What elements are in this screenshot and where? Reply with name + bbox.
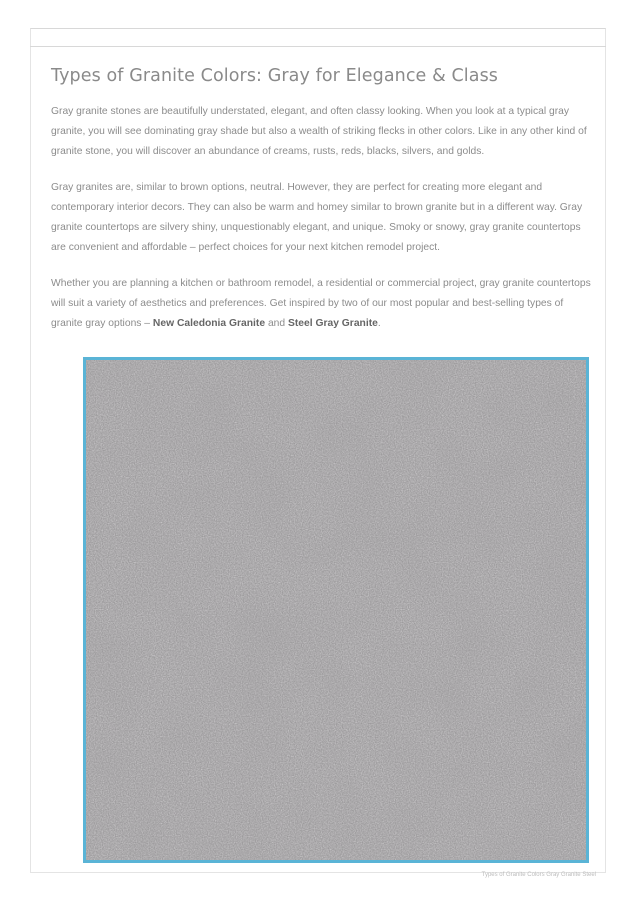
granite-sample-image: [83, 357, 589, 863]
article-title: Types of Granite Colors: Gray for Elegance & Class: [51, 66, 499, 86]
link-new-caledonia[interactable]: New Caledonia Granite: [152, 318, 266, 329]
paragraph-options: [51, 274, 591, 334]
top-rule: [30, 46, 606, 47]
paragraph-intro: Gray granite stones are beautifully understated, elegant, and often classy looking. When you look at a typical gray granite, you will see dominating gray shade but also a wealth of striking flecks in other colors. Like in any other kind of granite stone, you will discover an abundance of creams, rusts, reds, blacks, silvers, and golds.: [51, 106, 587, 157]
paragraph-neutral-b: are convenient and affordable – perfect choices for your next kitchen remodel project.: [51, 242, 441, 253]
paragraph-neutral-a: Gray granites are, similar to brown options, neutral. However, they are perfect for creating more elegant and contemporary interior decors. They can also be warm and homey similar to brown granite but in a different way. Gray granite countertops are silvery shiny, unquestionably elegant, and unique. Smoky or snowy, gray granite countertops: [51, 182, 583, 233]
paragraph-neutral: [51, 178, 591, 258]
granite-texture: [86, 360, 586, 860]
article-content: [51, 66, 591, 350]
image-caption: Types of Granite Colors Gray Granite Steel: [481, 872, 596, 878]
period: .: [377, 318, 381, 329]
link-steel-gray[interactable]: Steel Gray Granite: [288, 318, 378, 329]
paragraph-options-lead: Whether you are planning a kitchen or bathroom remodel, a residential or commercial project, gray granite countertops will suit a variety of aesthetics and preferences. Get inspired by two of our most popular and best-selling types of granite gray options –: [51, 278, 591, 329]
word-and: and: [267, 318, 286, 329]
